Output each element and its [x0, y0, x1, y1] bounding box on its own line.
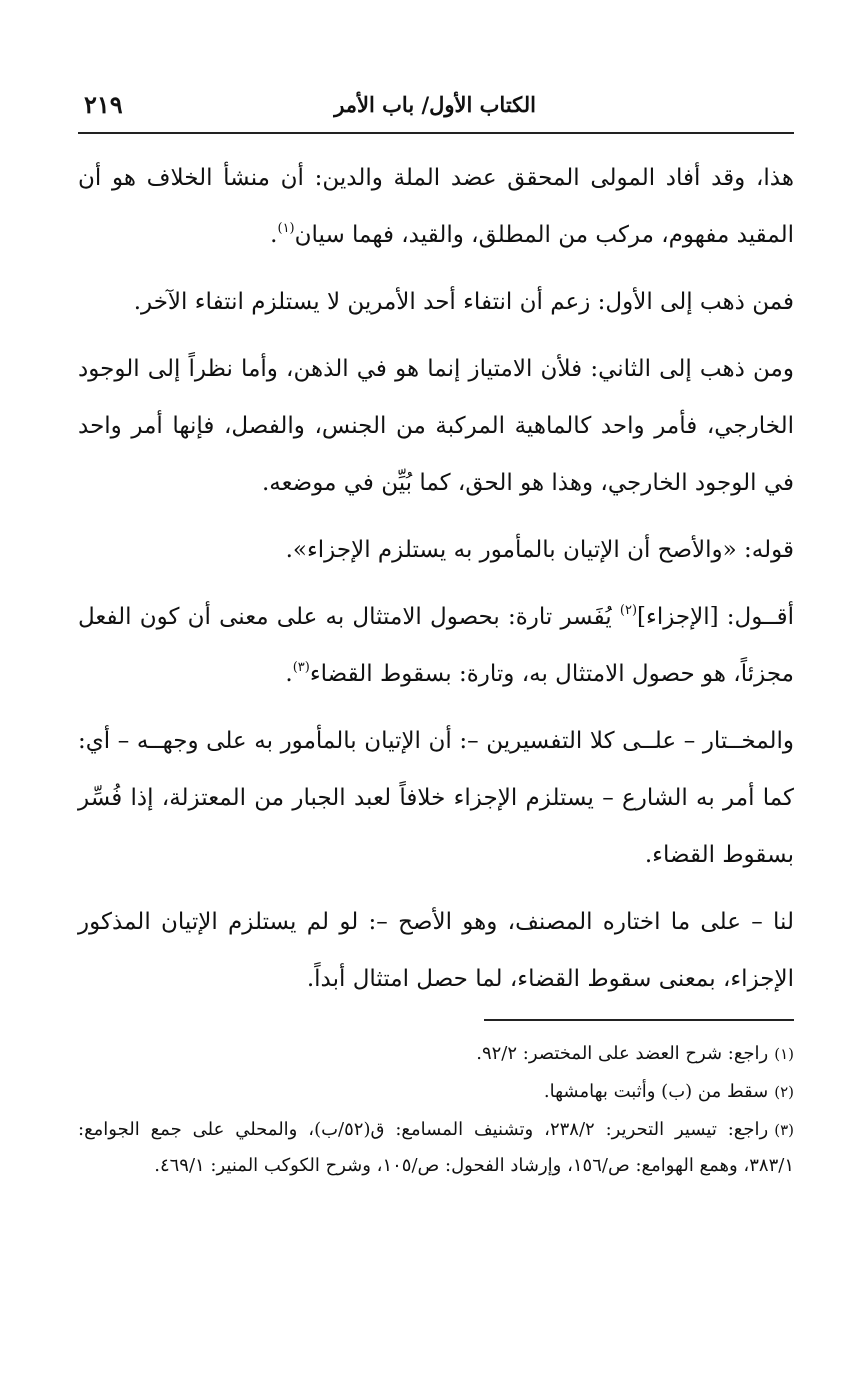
- footnote-number: (٢): [774, 1083, 794, 1101]
- footnote-number: (٣): [774, 1121, 794, 1139]
- paragraph-5: [78, 589, 794, 703]
- footnote-3: [78, 1112, 794, 1183]
- footnote-text: راجع: تيسير التحرير: ٢٣٨/٢، وتشنيف المسامع: ق(٥٢/ب)، والمحلي على جمع الجوامع: ٣٨٣/١، وهمع الهوامع: ص/١٥٦، وإرشاد الفحول: ص/١٠٥، وشرح الكوكب المنير: ٤٦٩/١.: [78, 1119, 794, 1176]
- paragraph-text: أقــول: [الإجزاء]: [637, 604, 794, 630]
- paragraph-text: والمخــتار – علــى كلا التفسيرين –: أن الإتيان بالمأمور به على وجهــه – أي: كما أمر به الشارع – يستلزم الإجزاء خلافاً لعبد الجبار من المعتزلة، إذا فُسِّر بسقوط القضاء.: [78, 728, 794, 868]
- paragraph-tail: .: [285, 661, 293, 687]
- footnote-marker-1: (١): [277, 221, 295, 236]
- page-header: [78, 84, 794, 134]
- footnote-marker-2: (٢): [619, 603, 638, 618]
- paragraph-tail: .: [270, 222, 278, 248]
- footnote-marker-3: (٣): [292, 660, 310, 675]
- paragraph-1: [78, 150, 794, 264]
- footnote-text: سقط من (ب) وأثبت بهامشها.: [543, 1081, 769, 1102]
- paragraph-text: هذا، وقد أفاد المولى المحقق عضد الملة والدين: أن منشأ الخلاف هو أن المقيد مفهوم، مركب من المطلق، والقيد، فهما سيان: [78, 165, 794, 248]
- footnote-number: (١): [774, 1045, 794, 1063]
- paragraph-4: [78, 522, 794, 579]
- paragraph-text: فمن ذهب إلى الأول: زعم أن انتفاء أحد الأمرين لا يستلزم انتفاء الآخر.: [133, 289, 794, 315]
- main-text: [78, 150, 794, 1018]
- paragraph-text: ومن ذهب إلى الثاني: فلأن الامتياز إنما هو في الذهن، وأما نظراً إلى الوجود الخارجي، فأمر واحد كالماهية المركبة من الجنس، والفصل، فإنها أمر واحد في الوجود الخارجي، وهذا هو الحق، كما بُيِّن في موضعه.: [78, 356, 794, 496]
- header-rule: [78, 132, 794, 134]
- footnote-1: [78, 1036, 794, 1072]
- page-number: ٢١٩: [84, 90, 123, 119]
- footnote-rule: [484, 1019, 794, 1021]
- paragraph-3: [78, 341, 794, 512]
- paragraph-text-continued: يُفَسر تارة: بحصول الامتثال به على معنى أن كون الفعل مجزئاً، هو حصول الامتثال به، وتارة: بسقوط القضاء: [78, 604, 794, 687]
- paragraph-text: قوله: «والأصح أن الإتيان بالمأمور به يستلزم الإجزاء».: [285, 537, 794, 563]
- paragraph-7: [78, 894, 794, 1008]
- paragraph-2: [78, 274, 794, 331]
- paragraph-6: [78, 713, 794, 884]
- footnote-2: [78, 1074, 794, 1110]
- paragraph-text: لنا – على ما اختاره المصنف، وهو الأصح –: لو لم يستلزم الإتيان المذكور الإجزاء، بمعنى سقوط القضاء، لما حصل امتثال أبداً.: [78, 909, 794, 992]
- footnote-text: راجع: شرح العضد على المختصر: ٩٢/٢.: [476, 1043, 769, 1064]
- footnotes: [78, 1036, 794, 1185]
- running-title: الكتاب الأول/ باب الأمر: [334, 92, 536, 117]
